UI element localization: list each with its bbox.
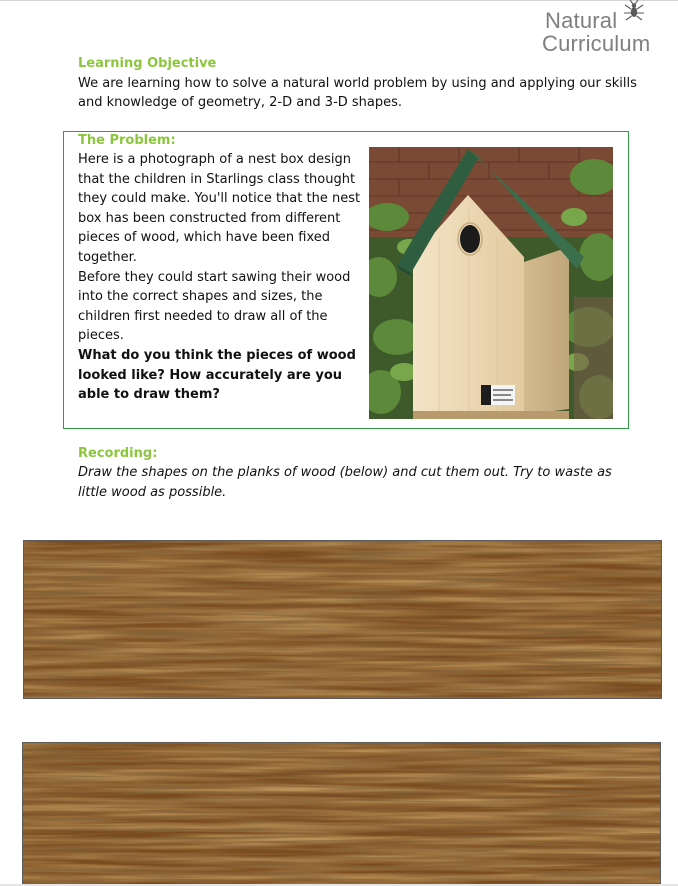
natural-curriculum-logo xyxy=(540,2,670,56)
problem-question: What do you think the pieces of wood looked like? How accurately are you able to draw them? xyxy=(78,347,356,403)
recording-text: Draw the shapes on the planks of wood (below) and cut them out. Try to waste as little wood as possible. xyxy=(78,465,612,500)
insect-icon xyxy=(622,0,646,22)
wood-plank-1 xyxy=(23,540,662,699)
top-rule xyxy=(0,0,678,1)
wood-plank-2 xyxy=(22,742,661,885)
wood-plank-texture xyxy=(23,743,661,885)
logo-text-natural: Natural xyxy=(545,8,618,33)
wood-plank-texture xyxy=(24,541,662,699)
logo-text-curriculum: Curriculum xyxy=(542,31,651,56)
objective-heading: Learning Objective xyxy=(78,56,217,71)
objective-text: We are learning how to solve a natural world problem by using and applying our skills and knowledge of geometry, 2-D and 3-D shapes. xyxy=(78,76,637,110)
recording-heading: Recording: xyxy=(78,446,158,461)
nest-box-photo xyxy=(369,147,613,419)
problem-heading: The Problem: xyxy=(78,133,176,148)
problem-text xyxy=(78,150,368,405)
problem-paragraph-2: Before they could start sawing their wood into the correct shapes and sizes, the children first needed to draw all of the pieces. xyxy=(78,269,351,344)
problem-paragraph-1: Here is a photograph of a nest box design that the children in Starlings class thought they could make. You'll notice that the nest box has been constructed from different pieces of wood, which have been fixed together. xyxy=(78,152,361,265)
